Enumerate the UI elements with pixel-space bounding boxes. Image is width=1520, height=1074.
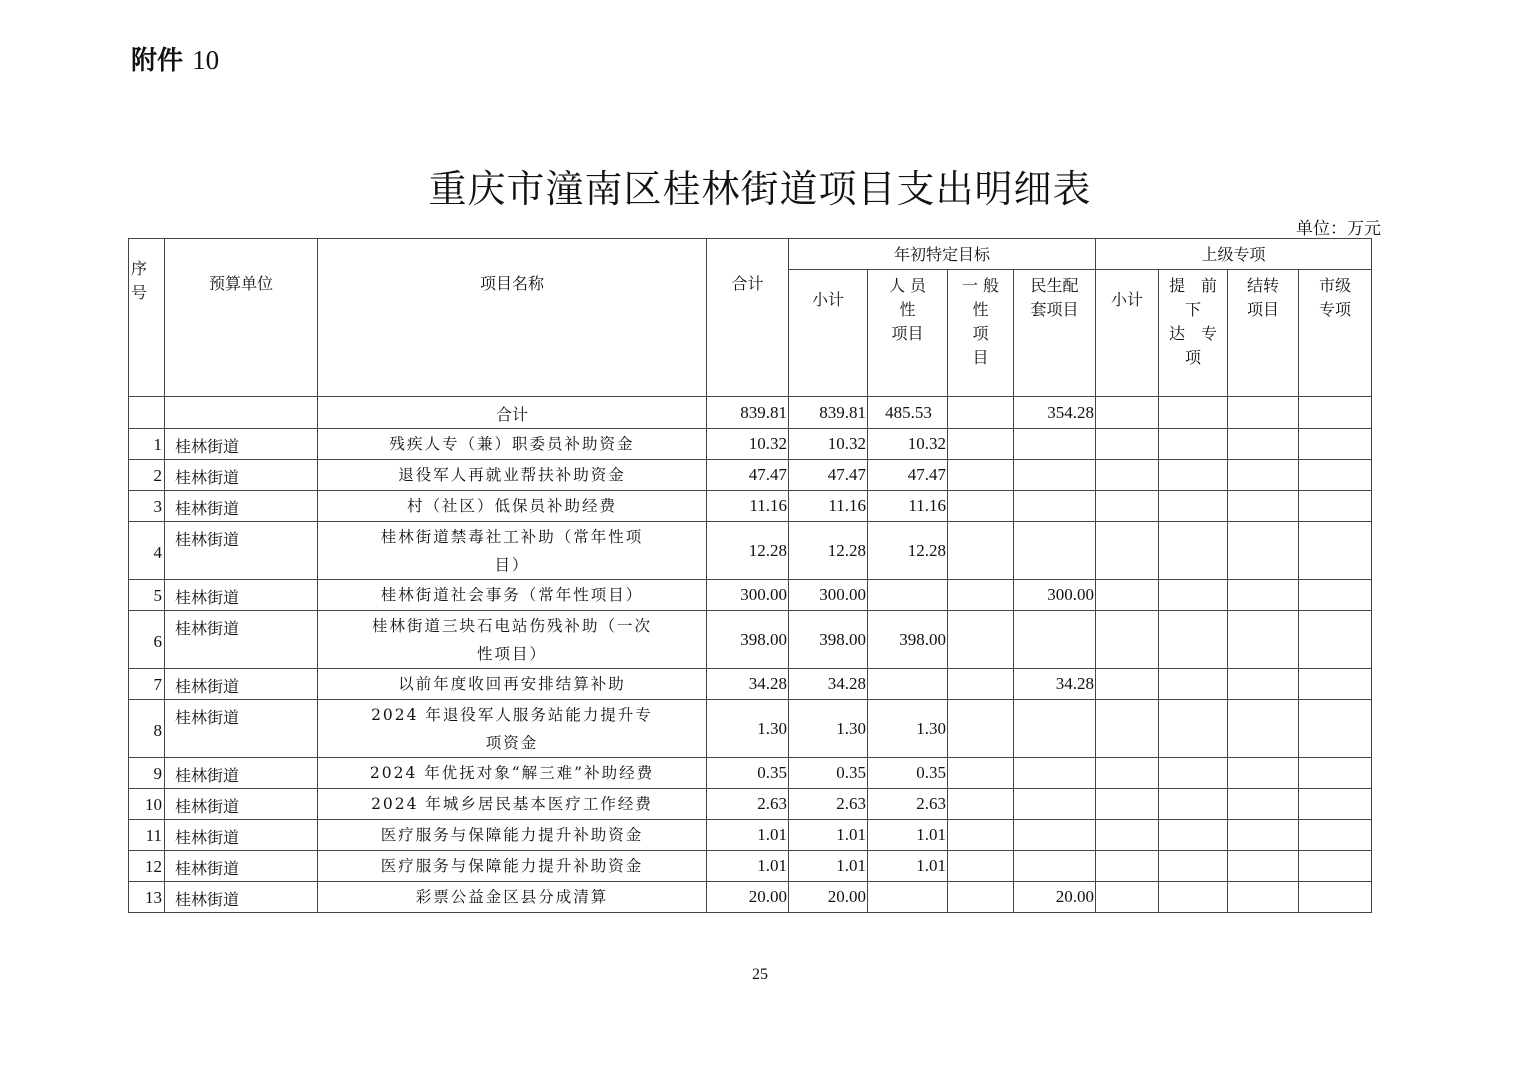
row-total: 2.63: [707, 789, 789, 820]
project-name-line1: 桂林街道禁毒社工补助（常年性项: [380, 527, 644, 546]
row-livelihood: [1014, 758, 1096, 789]
total-personnel: 485.53: [868, 397, 948, 429]
row-subtotal: 0.35: [789, 758, 868, 789]
row-subtotal: 12.28: [789, 522, 868, 580]
header-total: 合计: [707, 239, 789, 397]
row-total: 300.00: [707, 580, 789, 611]
row-general: [948, 820, 1014, 851]
row-total: 11.16: [707, 491, 789, 522]
row-project-name: [318, 851, 707, 882]
project-name-line1: 彩票公益金区县分成清算: [415, 888, 609, 906]
row-unit: 桂林街道: [165, 820, 318, 851]
header-personnel: 人 员 性 项目: [868, 270, 948, 397]
header-row-1: [129, 239, 1372, 270]
header-superior-subtotal: 小计: [1096, 270, 1159, 397]
row-city: [1299, 491, 1372, 522]
row-project-name: [318, 789, 707, 820]
row-advance: [1159, 758, 1228, 789]
row-subtotal: 1.01: [789, 820, 868, 851]
row-advance: [1159, 460, 1228, 491]
row-superior-subtotal: [1096, 669, 1159, 700]
row-seq: 13: [129, 882, 165, 913]
header-advance: 提 前 下 达 专 项: [1159, 270, 1228, 397]
row-general: [948, 611, 1014, 669]
header-annual-subtotal: 小计: [789, 270, 868, 397]
row-personnel: [868, 669, 948, 700]
row-seq: 9: [129, 758, 165, 789]
row-advance: [1159, 789, 1228, 820]
row-city: [1299, 460, 1372, 491]
row-superior-subtotal: [1096, 429, 1159, 460]
row-unit: 桂林街道: [165, 789, 318, 820]
project-name-line1: 村（社区）低保员补助经费: [406, 497, 617, 515]
total-subtotal: 839.81: [789, 397, 868, 429]
row-livelihood: [1014, 611, 1096, 669]
row-project-name: [318, 882, 707, 913]
row-city: [1299, 789, 1372, 820]
row-carryover: [1228, 882, 1299, 913]
row-superior-subtotal: [1096, 460, 1159, 491]
row-subtotal: 10.32: [789, 429, 868, 460]
row-seq: 3: [129, 491, 165, 522]
row-general: [948, 460, 1014, 491]
row-general: [948, 429, 1014, 460]
row-personnel: 1.01: [868, 851, 948, 882]
header-general: 一 般 性 项 目: [948, 270, 1014, 397]
row-personnel: 1.30: [868, 700, 948, 758]
table-row: [129, 460, 1372, 491]
row-unit: 桂林街道: [165, 460, 318, 491]
row-carryover: [1228, 820, 1299, 851]
row-city: [1299, 611, 1372, 669]
table-row: [129, 789, 1372, 820]
row-seq: 10: [129, 789, 165, 820]
total-livelihood: 354.28: [1014, 397, 1096, 429]
row-subtotal: 2.63: [789, 789, 868, 820]
row-superior-subtotal: [1096, 700, 1159, 758]
row-personnel: 12.28: [868, 522, 948, 580]
row-livelihood: [1014, 522, 1096, 580]
row-carryover: [1228, 851, 1299, 882]
row-general: [948, 522, 1014, 580]
row-carryover: [1228, 460, 1299, 491]
row-advance: [1159, 580, 1228, 611]
row-personnel: 10.32: [868, 429, 948, 460]
row-superior-subtotal: [1096, 820, 1159, 851]
table-row: [129, 669, 1372, 700]
row-project-name: [318, 460, 707, 491]
total-label: 合计: [318, 397, 707, 429]
row-subtotal: 1.30: [789, 700, 868, 758]
project-name-line1: 桂林街道社会事务（常年性项目）: [380, 586, 644, 604]
table-row: [129, 522, 1372, 580]
row-superior-subtotal: [1096, 611, 1159, 669]
row-total: 47.47: [707, 460, 789, 491]
row-superior-subtotal: [1096, 758, 1159, 789]
row-livelihood: [1014, 429, 1096, 460]
row-total: 10.32: [707, 429, 789, 460]
row-city: [1299, 851, 1372, 882]
row-total: 1.01: [707, 851, 789, 882]
row-livelihood: [1014, 820, 1096, 851]
row-seq: 6: [129, 611, 165, 669]
row-livelihood: [1014, 491, 1096, 522]
row-carryover: [1228, 580, 1299, 611]
row-project-name: [318, 820, 707, 851]
row-city: [1299, 669, 1372, 700]
table-row: [129, 882, 1372, 913]
row-city: [1299, 820, 1372, 851]
row-livelihood: 20.00: [1014, 882, 1096, 913]
row-project-name: [318, 429, 707, 460]
table-row: [129, 820, 1372, 851]
row-city: [1299, 429, 1372, 460]
row-total: 398.00: [707, 611, 789, 669]
row-carryover: [1228, 611, 1299, 669]
row-general: [948, 700, 1014, 758]
row-superior-subtotal: [1096, 522, 1159, 580]
row-personnel: 47.47: [868, 460, 948, 491]
row-personnel: [868, 580, 948, 611]
row-seq: 5: [129, 580, 165, 611]
expenditure-table: [128, 238, 1372, 913]
table-row: [129, 700, 1372, 758]
row-unit: 桂林街道: [165, 700, 318, 758]
table-row: [129, 491, 1372, 522]
row-advance: [1159, 611, 1228, 669]
row-city: [1299, 580, 1372, 611]
row-superior-subtotal: [1096, 491, 1159, 522]
row-personnel: [868, 882, 948, 913]
page-number: 25: [752, 966, 768, 983]
row-subtotal: 300.00: [789, 580, 868, 611]
row-project-name: [318, 522, 707, 580]
row-carryover: [1228, 700, 1299, 758]
row-superior-subtotal: [1096, 851, 1159, 882]
row-advance: [1159, 700, 1228, 758]
header-annual-group: 年初特定目标: [789, 239, 1096, 270]
row-city: [1299, 700, 1372, 758]
row-general: [948, 851, 1014, 882]
project-name-line1: 桂林街道三块石电站伤残补助（一次: [371, 616, 652, 635]
row-seq: 4: [129, 522, 165, 580]
project-name-line1: 退役军人再就业帮扶补助资金: [398, 466, 626, 484]
row-subtotal: 47.47: [789, 460, 868, 491]
project-name-line1: 医疗服务与保障能力提升补助资金: [380, 857, 644, 875]
project-name-line1: 残疾人专（兼）职委员补助资金: [389, 435, 635, 453]
row-city: [1299, 522, 1372, 580]
row-subtotal: 20.00: [789, 882, 868, 913]
row-carryover: [1228, 789, 1299, 820]
row-project-name: [318, 580, 707, 611]
row-general: [948, 491, 1014, 522]
row-seq: 12: [129, 851, 165, 882]
row-livelihood: [1014, 460, 1096, 491]
row-total: 0.35: [707, 758, 789, 789]
row-livelihood: 300.00: [1014, 580, 1096, 611]
row-unit: 桂林街道: [165, 611, 318, 669]
row-carryover: [1228, 669, 1299, 700]
row-seq: 7: [129, 669, 165, 700]
row-personnel: 1.01: [868, 820, 948, 851]
attachment-prefix: 附件: [131, 46, 184, 76]
row-subtotal: 1.01: [789, 851, 868, 882]
table-row: [129, 851, 1372, 882]
row-personnel: 398.00: [868, 611, 948, 669]
row-livelihood: 34.28: [1014, 669, 1096, 700]
row-project-name: [318, 758, 707, 789]
project-name-line1: 2024 年优抚对象“解三难”补助经费: [369, 764, 655, 782]
row-city: [1299, 758, 1372, 789]
attachment-number: 10: [192, 45, 220, 75]
total-total: 839.81: [707, 397, 789, 429]
header-seq: 序 号: [129, 239, 165, 397]
row-total: 1.30: [707, 700, 789, 758]
row-superior-subtotal: [1096, 580, 1159, 611]
row-subtotal: 34.28: [789, 669, 868, 700]
row-advance: [1159, 820, 1228, 851]
header-unit: 预算单位: [165, 239, 318, 397]
row-unit: 桂林街道: [165, 669, 318, 700]
document-title: 重庆市潼南区桂林街道项目支出明细表: [428, 167, 1092, 211]
row-personnel: 11.16: [868, 491, 948, 522]
row-project-name: [318, 491, 707, 522]
row-total: 1.01: [707, 820, 789, 851]
row-total: 20.00: [707, 882, 789, 913]
row-project-name: [318, 700, 707, 758]
project-name-line1: 以前年度收回再安排结算补助: [398, 675, 626, 693]
row-unit: 桂林街道: [165, 758, 318, 789]
header-livelihood: 民生配 套项目: [1014, 270, 1096, 397]
row-unit: 桂林街道: [165, 429, 318, 460]
row-livelihood: [1014, 789, 1096, 820]
attachment-label: [131, 40, 219, 77]
total-row: [129, 397, 1372, 429]
table-row: [129, 758, 1372, 789]
row-advance: [1159, 669, 1228, 700]
row-unit: 桂林街道: [165, 851, 318, 882]
row-total: 12.28: [707, 522, 789, 580]
row-unit: 桂林街道: [165, 522, 318, 580]
row-unit: 桂林街道: [165, 491, 318, 522]
row-advance: [1159, 882, 1228, 913]
row-carryover: [1228, 522, 1299, 580]
row-personnel: 0.35: [868, 758, 948, 789]
row-advance: [1159, 851, 1228, 882]
row-seq: 1: [129, 429, 165, 460]
row-carryover: [1228, 491, 1299, 522]
row-superior-subtotal: [1096, 789, 1159, 820]
unit-label: 单位：万元: [1296, 219, 1381, 239]
row-seq: 11: [129, 820, 165, 851]
row-general: [948, 882, 1014, 913]
header-city: 市级 专项: [1299, 270, 1372, 397]
project-name-line1: 医疗服务与保障能力提升补助资金: [380, 826, 644, 844]
project-name-line2: 目）: [494, 555, 530, 574]
table-row: [129, 429, 1372, 460]
header-project: 项目名称: [318, 239, 707, 397]
row-general: [948, 580, 1014, 611]
row-livelihood: [1014, 700, 1096, 758]
row-advance: [1159, 522, 1228, 580]
header-superior-group: 上级专项: [1096, 239, 1372, 270]
table-row: [129, 611, 1372, 669]
row-advance: [1159, 429, 1228, 460]
row-subtotal: 11.16: [789, 491, 868, 522]
row-project-name: [318, 669, 707, 700]
row-subtotal: 398.00: [789, 611, 868, 669]
row-unit: 桂林街道: [165, 882, 318, 913]
row-personnel: 2.63: [868, 789, 948, 820]
table-row: [129, 580, 1372, 611]
row-general: [948, 789, 1014, 820]
row-total: 34.28: [707, 669, 789, 700]
row-city: [1299, 882, 1372, 913]
row-general: [948, 758, 1014, 789]
project-name-line2: 性项目）: [476, 644, 547, 663]
row-superior-subtotal: [1096, 882, 1159, 913]
row-seq: 2: [129, 460, 165, 491]
row-seq: 8: [129, 700, 165, 758]
row-general: [948, 669, 1014, 700]
row-carryover: [1228, 758, 1299, 789]
row-unit: 桂林街道: [165, 580, 318, 611]
project-name-line1: 2024 年城乡居民基本医疗工作经费: [371, 795, 653, 813]
row-project-name: [318, 611, 707, 669]
project-name-line2: 项资金: [485, 733, 539, 752]
row-carryover: [1228, 429, 1299, 460]
header-carryover: 结转 项目: [1228, 270, 1299, 397]
row-livelihood: [1014, 851, 1096, 882]
project-name-line1: 2024 年退役军人服务站能力提升专: [371, 705, 653, 724]
row-advance: [1159, 491, 1228, 522]
